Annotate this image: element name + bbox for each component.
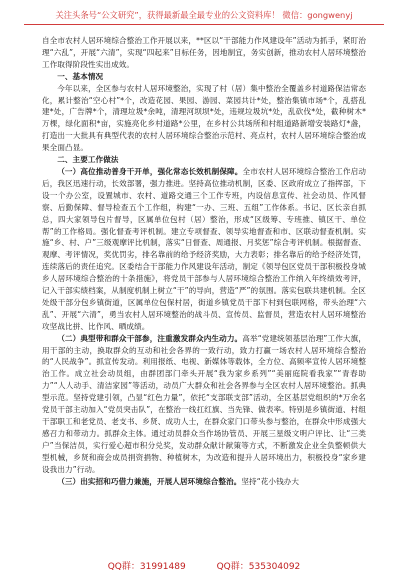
method-2-text: 高举“党建统领基层治理”工作大旗，用干部的主动，换取群众的互动和社会各界的一致行动，致力打赢一场农村人居环境综合整治的“人民战争”。抓宣传发动。利用报纸、电视、新媒体等载体，全方位、高频率宣传人居环境整治工作。成立社会动员组，由群团部门牵头开展“我为家乡系列”“美丽庭院看我家”“青春助力”“人人动手、清洁家园”等活动，动员广大群众和社会各界参与全区农村人居环境整治。抓典型示范。坚持党建引领，凸显“红色力量”，依托“支部联支部”活动，全区基层党组织的*万余名党员干部主动加入“党员突击队”，在整治一线扛红旗、当先锋、做表率。特别是乡镇街道、村组干部职工和老党员、老支书、乡贤、成功人士，在群众家门口带头参与整治，在群众中形成强大感召力和带动力。抓群众主体。通过动员群众当作场协管员、开展三星级文明户评比、让“三类户”当保洁员，实行爱心超市积分兑奖，发动群众献计献策等方式，不断激发企业全负整顿供大型机械，乡贤和商会成员捐资捐物、种植树木，为改造和提升人居环境出力，积极投身“家乡建设我出力”行动。 — [42, 333, 366, 474]
footer — [0, 559, 408, 572]
method-3-text: 坚持“花小钱办大 — [241, 476, 300, 486]
method-paragraph-3 — [42, 476, 366, 488]
basic-situation-paragraph: 今年以来，全区参与农村人居环境整治，实现了村（居）集中整治全覆盖乡村道路保洁常态化，累计整治“空心村”*个，改造花园、果园、游园、菜园共计*处，整治集镇市场*个，乱搭乱建*处，广告牌*个，清理垃圾*余吨，清理河坝坝*处，违规垃圾坑*处，乱砍伐*处，截种树木*万棵，绿化面积*亩，实施亮化乡村道路*公里，在乡村公共场所和村组道路新增安装路灯*盏，打造出一大批具有典型代表的农村人居环境综合整治示范村、亮点村，农村人居环境综合整治成果全面凸显。 — [42, 83, 366, 153]
section-heading-basic: 一、基本情况 — [57, 71, 104, 81]
method-2-lead: （二）典型带和群众干部参，注重激发群众内生动力。 — [57, 333, 243, 343]
intro-paragraph: 自全市农村人居环境综合整治工作开展以来，**区以“干部能力作风建设年”活动为抓手，紧盯治理“六乱”，开展“六清”，实现“四起来”目标任务，因地制宜，务实创新，推动农村人居环境整治工作取得阶段性实出成效。 — [42, 36, 366, 69]
header-banner: 关注头条号“公文研究”，获得最新最全最专业的公文资料库！ 微信：gongwenyj — [24, 10, 384, 25]
method-3-lead: （三）出实招和巧借力兼施，开展人居环境综合整治。 — [57, 476, 242, 486]
method-1-lead: （一）高位推动普身干开单，强化常态长效机制保障。 — [57, 166, 243, 176]
method-1-text: 全市农村人居环境综合整治工作启动后，我区迅速行动，长效部署，强力推进。坚持高位推动机制，区委、区政府成立了指挥部，下设一个办公室，设置城市、农村、道路交通三个工作专班，内设信息宣传、社会动员、作风督察、后勤保障、督导检查五个工作组，构建“一办、三班、五组”工作体系。书记、区长亲自抓总，四大家领导包片督导，区属单位包村（居）整治，形成“区级筹、专班推、镇区干、单位帮”的工作格局。强化督查考评机制。建立专项督查、领导实地督查和市、区联动督查机制。实施“乡、村、户”三级观摩评比机制，落实“日督查、周通报、月奖惩”综合考评机制。根据督查、观摩、考评情况，奖优罚劣，排名靠前的给予经济奖励，大力表彰；排名靠后的给予经济处罚，连续落后的责任追究。区委结合干部能力作风建设年活动，制定《领导包区党员干部积极投身城乡人居环境综合整治的十条措施》，将党员干部参与人居环境综合整治工作纳入年终绩效考评，记入干部实绩档案，从制度机制上树立“干”的导向，营造“严”的氛围。落实包联共建机制。全区处级干部分包乡镇街道，区属单位包保村居，街道乡镇党员干部下村到包联网格，带头治理“六乱”、开展“六清”，勇当农村人居环境整治的战斗员、宣传员、监督员，营造农村人居环境整治攻坚战比拼、比作风、晒成绩。 — [42, 166, 366, 331]
document-body — [42, 35, 366, 487]
method-paragraph-1 — [42, 166, 366, 333]
method-paragraph-2 — [42, 333, 366, 476]
footer-qq-1: QQ群：31991489 — [107, 562, 186, 572]
section-heading-methods: 二、主要工作做法 — [57, 155, 119, 165]
footer-qq-2: QQ群：535304092 — [216, 562, 301, 572]
